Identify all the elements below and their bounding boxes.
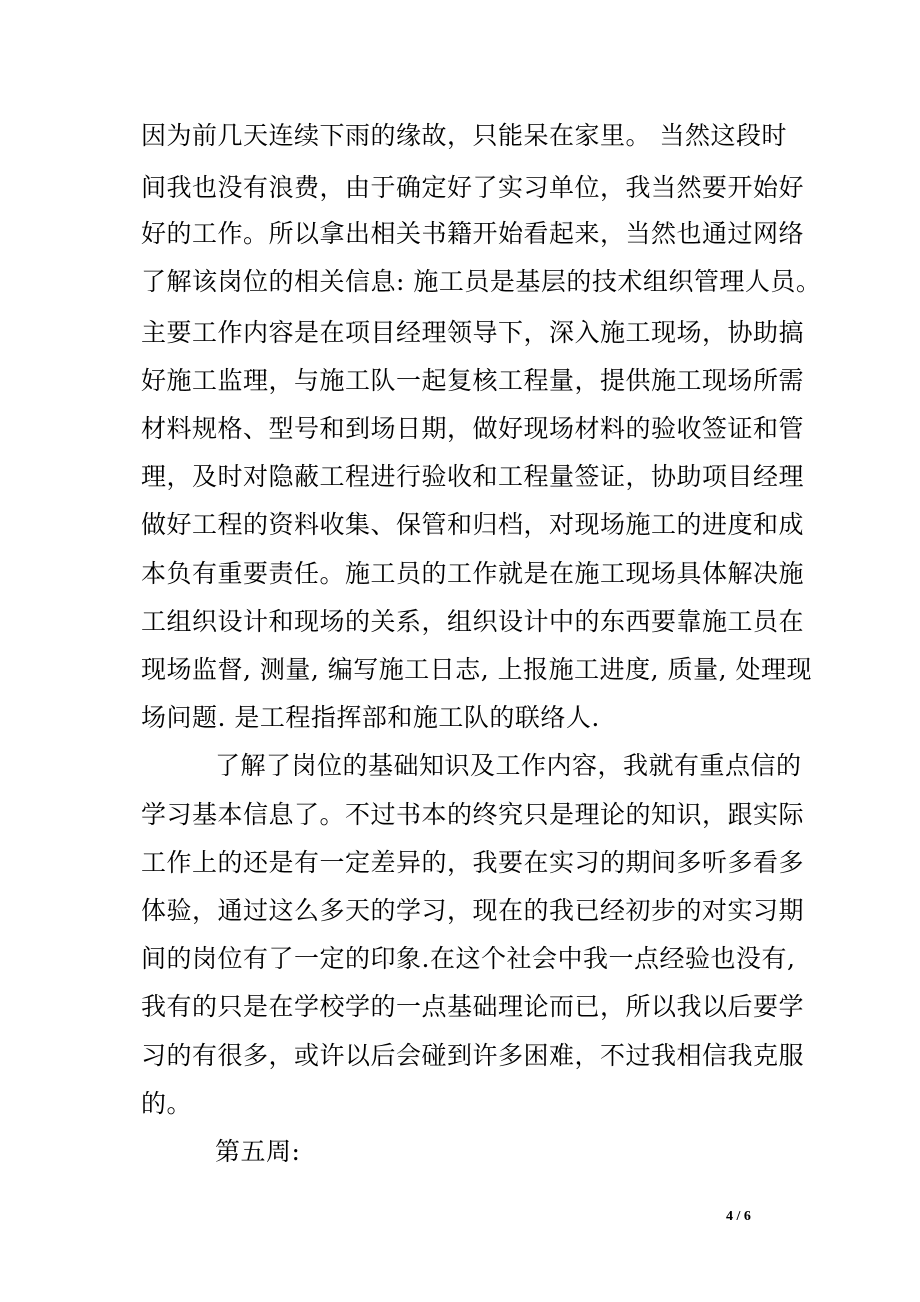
body-text-line: 材料规格、型号和到场日期，做好现场材料的验收签证和管 (141, 414, 805, 443)
body-text-line: 的。 (141, 1089, 193, 1118)
body-text-line: 好施工监理，与施工队一起复核工程量，提供施工现场所需 (141, 366, 805, 395)
body-text-line: 工作上的还是有一定差异的，我要在实习的期间多听多看多 (141, 848, 805, 877)
body-text-line: 主要工作内容是在项目经理领导下，深入施工现场，协助搞 (141, 318, 805, 347)
section-heading: 第五周: (215, 1137, 301, 1166)
body-text-line: 习的有很多，或许以后会碰到许多困难，不过我相信我克服 (141, 1041, 805, 1070)
body-text-line: 间的岗位有了一定的印象.在这个社会中我一点经验也没有, (141, 944, 796, 973)
page-number: 4 / 6 (726, 1209, 751, 1224)
body-text-line: 了解了岗位的基础知识及工作内容，我就有重点信的 (215, 751, 802, 780)
body-text-line: 体验，通过这么多天的学习，现在的我已经初步的对实习期 (141, 896, 805, 925)
body-text-line: 学习基本信息了。不过书本的终究只是理论的知识，跟实际 (141, 800, 805, 829)
body-text-line: 场问题. 是工程指挥部和施工队的联络人. (141, 703, 600, 732)
body-text-line: 本负有重要责任。施工员的工作就是在施工现场具体解决施 (141, 559, 805, 588)
body-text-line: 我有的只是在学校学的一点基础理论而已，所以我以后要学 (141, 992, 805, 1021)
body-text-line: 工组织设计和现场的关系，组织设计中的东西要靠施工员在 (141, 607, 805, 636)
body-text-line: 了解该岗位的相关信息: 施工员是基层的技术组织管理人员。 (141, 267, 822, 296)
body-text-line: 间我也没有浪费，由于确定好了实习单位，我当然要开始好 (141, 173, 805, 202)
body-text-line: 理，及时对隐蔽工程进行验收和工程量签证，协助项目经理 (141, 462, 805, 491)
body-text-line: 现场监督, 测量, 编写施工日志, 上报施工进度, 质量, 处理现 (141, 655, 812, 684)
body-text-line: 做好工程的资料收集、保管和归档，对现场施工的进度和成 (141, 510, 805, 539)
body-text-line: 好的工作。所以拿出相关书籍开始看起来，当然也通过网络 (141, 219, 805, 248)
body-text-line: 因为前几天连续下雨的缘故，只能呆在家里。 当然这段时 (141, 121, 787, 150)
